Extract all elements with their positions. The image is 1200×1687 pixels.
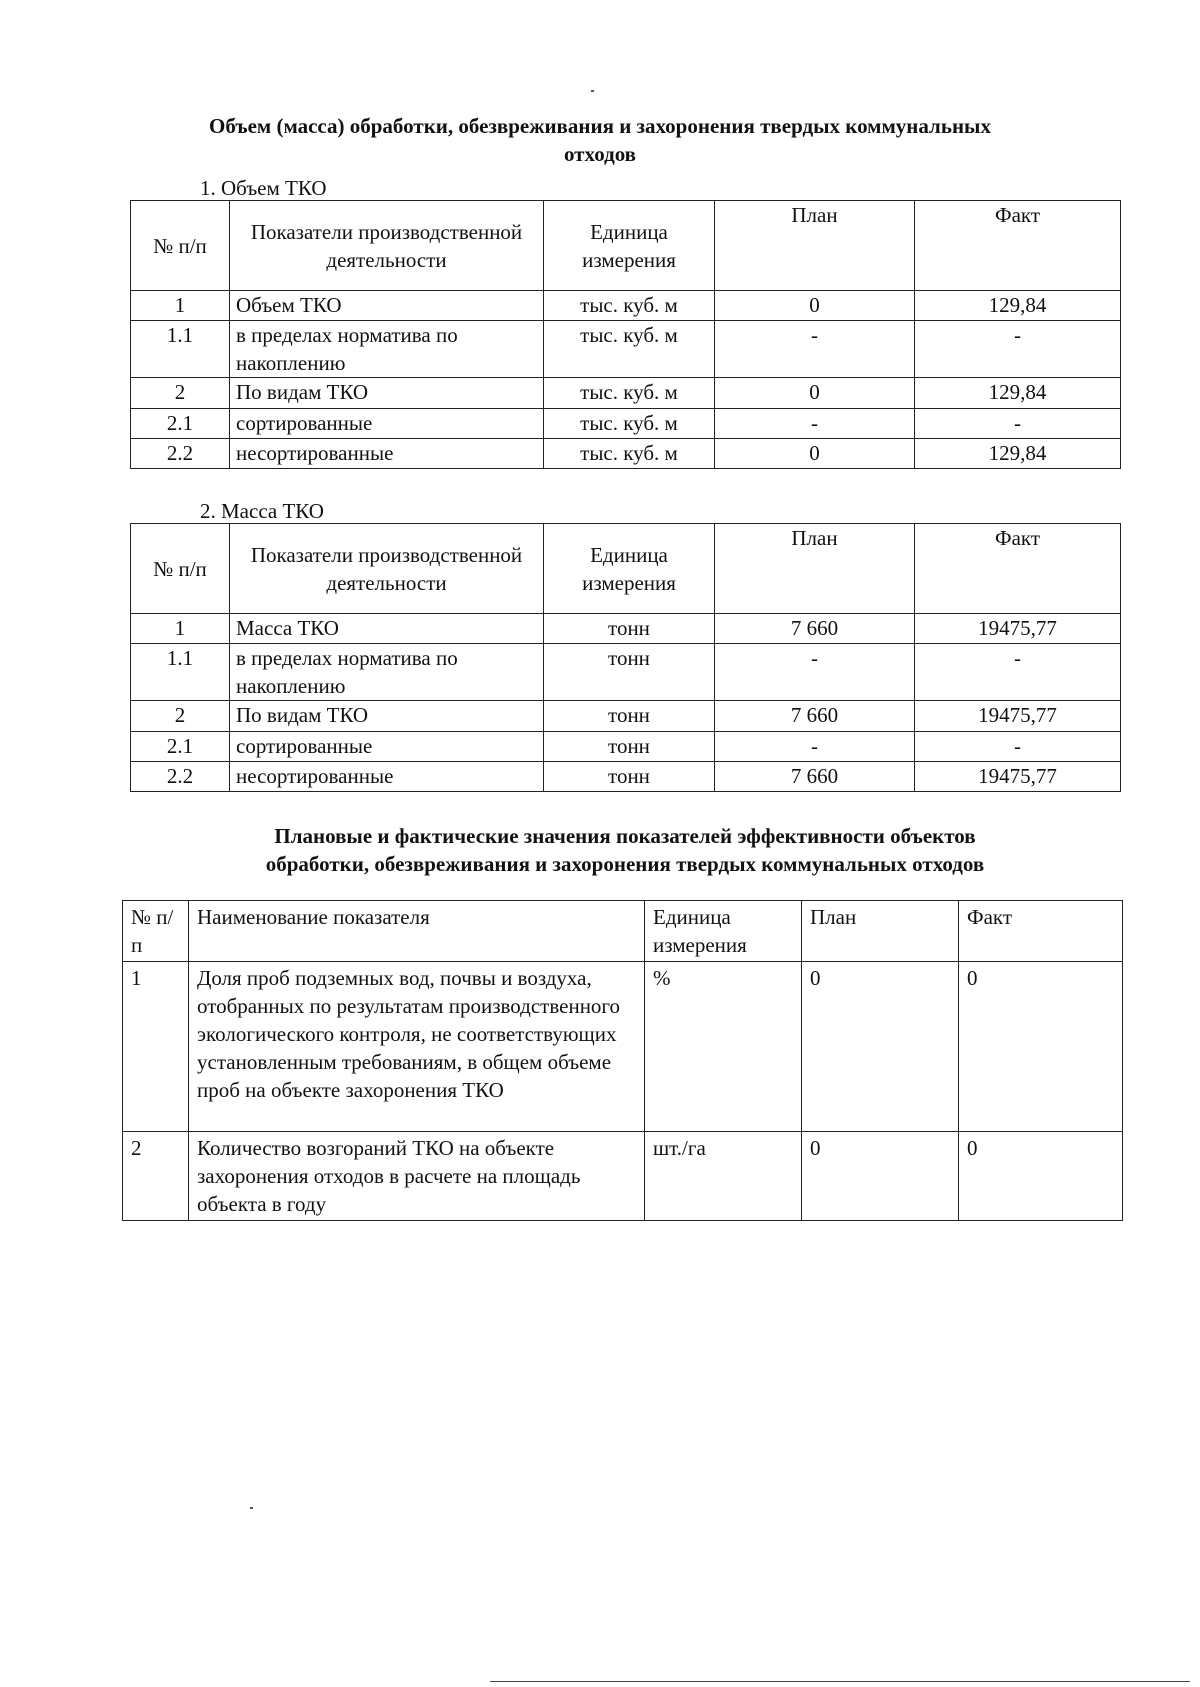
row-fact: 19475,77 bbox=[915, 701, 1121, 732]
row-plan: 0 bbox=[802, 1132, 959, 1221]
row-unit: тонн bbox=[544, 701, 715, 732]
row-num: 2.2 bbox=[131, 439, 230, 469]
row-unit: тыс. куб. м bbox=[544, 321, 715, 378]
row-unit: % bbox=[645, 962, 802, 1132]
perf-header-fact: Факт bbox=[959, 901, 1123, 962]
row-name: сортированные bbox=[230, 732, 544, 762]
performance-table-header-row bbox=[123, 901, 1123, 962]
mass-header-unit: Единица измерения bbox=[544, 524, 715, 614]
table-row bbox=[131, 321, 1121, 378]
row-unit: шт./га bbox=[645, 1132, 802, 1221]
mass-header-fact: Факт bbox=[915, 524, 1121, 614]
row-plan: 7 660 bbox=[715, 701, 915, 732]
document-title-line-2: отходов bbox=[563, 142, 637, 166]
scan-speck bbox=[250, 1507, 253, 1509]
volume-table-header-row bbox=[131, 201, 1121, 291]
mass-table bbox=[130, 523, 1121, 792]
table-row bbox=[131, 378, 1121, 409]
row-name: По видам ТКО bbox=[230, 378, 544, 409]
row-num: 1 bbox=[123, 962, 189, 1132]
table-row bbox=[131, 439, 1121, 469]
row-name: в пределах норматива по накоплению bbox=[230, 644, 544, 701]
performance-title-line-1: Плановые и фактические значения показателей эффективности объектов bbox=[274, 824, 976, 848]
row-plan: 0 bbox=[715, 439, 915, 469]
perf-header-unit: Единица измерения bbox=[645, 901, 802, 962]
row-unit: тыс. куб. м bbox=[544, 291, 715, 321]
table-row bbox=[131, 409, 1121, 439]
row-fact: - bbox=[915, 409, 1121, 439]
row-plan: 7 660 bbox=[715, 614, 915, 644]
volume-header-plan: План bbox=[715, 201, 915, 291]
volume-header-num: № п/п bbox=[131, 201, 230, 291]
row-num: 1 bbox=[131, 291, 230, 321]
volume-table bbox=[130, 200, 1121, 469]
volume-header-indicator: Показатели производственной деятельности bbox=[230, 201, 544, 291]
row-unit: тонн bbox=[544, 644, 715, 701]
row-unit: тыс. куб. м bbox=[544, 378, 715, 409]
row-plan: 0 bbox=[715, 378, 915, 409]
table-row bbox=[131, 762, 1121, 792]
row-name: сортированные bbox=[230, 409, 544, 439]
row-plan: 0 bbox=[802, 962, 959, 1132]
perf-header-plan: План bbox=[802, 901, 959, 962]
performance-section-title bbox=[150, 822, 1100, 878]
row-num: 2 bbox=[131, 378, 230, 409]
row-fact: 129,84 bbox=[915, 291, 1121, 321]
row-name: в пределах норматива по накоплению bbox=[230, 321, 544, 378]
row-num: 2.1 bbox=[131, 409, 230, 439]
mass-header-plan: План bbox=[715, 524, 915, 614]
table-row bbox=[123, 1132, 1123, 1221]
table-row bbox=[131, 701, 1121, 732]
row-num: 2.2 bbox=[131, 762, 230, 792]
row-num: 2 bbox=[123, 1132, 189, 1221]
perf-header-num: № п/п bbox=[123, 901, 189, 962]
row-name: несортированные bbox=[230, 439, 544, 469]
table-row bbox=[131, 644, 1121, 701]
row-unit: тыс. куб. м bbox=[544, 439, 715, 469]
row-fact: - bbox=[915, 644, 1121, 701]
row-fact: - bbox=[915, 732, 1121, 762]
row-unit: тонн bbox=[544, 762, 715, 792]
row-unit: тонн bbox=[544, 614, 715, 644]
mass-table-label: 2. Масса ТКО bbox=[200, 499, 324, 523]
row-plan: - bbox=[715, 321, 915, 378]
row-num: 2 bbox=[131, 701, 230, 732]
perf-header-name: Наименование показателя bbox=[189, 901, 645, 962]
performance-table bbox=[122, 900, 1123, 1221]
row-fact: 129,84 bbox=[915, 439, 1121, 469]
row-plan: - bbox=[715, 732, 915, 762]
table-row bbox=[131, 614, 1121, 644]
row-fact: 0 bbox=[959, 1132, 1123, 1221]
mass-header-indicator: Показатели производственной деятельности bbox=[230, 524, 544, 614]
bottom-rule-line bbox=[490, 1681, 1190, 1682]
row-name: Количество возгораний ТКО на объекте захоронения отходов в расчете на площадь объекта в году bbox=[189, 1132, 645, 1221]
row-plan: - bbox=[715, 409, 915, 439]
row-fact: 129,84 bbox=[915, 378, 1121, 409]
row-unit: тонн bbox=[544, 732, 715, 762]
mass-header-num: № п/п bbox=[131, 524, 230, 614]
row-num: 1.1 bbox=[131, 644, 230, 701]
row-plan: 0 bbox=[715, 291, 915, 321]
row-name: По видам ТКО bbox=[230, 701, 544, 732]
scan-speck bbox=[591, 90, 594, 92]
row-plan: - bbox=[715, 644, 915, 701]
volume-table-label: 1. Объем ТКО bbox=[200, 176, 327, 200]
volume-header-fact: Факт bbox=[915, 201, 1121, 291]
row-fact: 0 bbox=[959, 962, 1123, 1132]
table-row bbox=[131, 732, 1121, 762]
row-num: 1 bbox=[131, 614, 230, 644]
row-fact: 19475,77 bbox=[915, 762, 1121, 792]
row-name: Объем ТКО bbox=[230, 291, 544, 321]
row-name: Доля проб подземных вод, почвы и воздуха, отобранных по результатам производственного экологического контроля, не соответствующих установленным требованиям, в общем объеме проб на объекте захоронения ТКО bbox=[189, 962, 645, 1132]
table-row bbox=[123, 962, 1123, 1132]
volume-header-unit: Единица измерения bbox=[544, 201, 715, 291]
row-fact: 19475,77 bbox=[915, 614, 1121, 644]
row-num: 2.1 bbox=[131, 732, 230, 762]
mass-table-header-row bbox=[131, 524, 1121, 614]
row-unit: тыс. куб. м bbox=[544, 409, 715, 439]
row-plan: 7 660 bbox=[715, 762, 915, 792]
document-title-line-1: Объем (масса) обработки, обезвреживания и захоронения твердых коммунальных bbox=[209, 114, 991, 138]
performance-title-line-2: обработки, обезвреживания и захоронения твердых коммунальных отходов bbox=[265, 852, 985, 876]
row-name: несортированные bbox=[230, 762, 544, 792]
document-title bbox=[140, 112, 1060, 168]
row-num: 1.1 bbox=[131, 321, 230, 378]
row-fact: - bbox=[915, 321, 1121, 378]
row-name: Масса ТКО bbox=[230, 614, 544, 644]
table-row bbox=[131, 291, 1121, 321]
